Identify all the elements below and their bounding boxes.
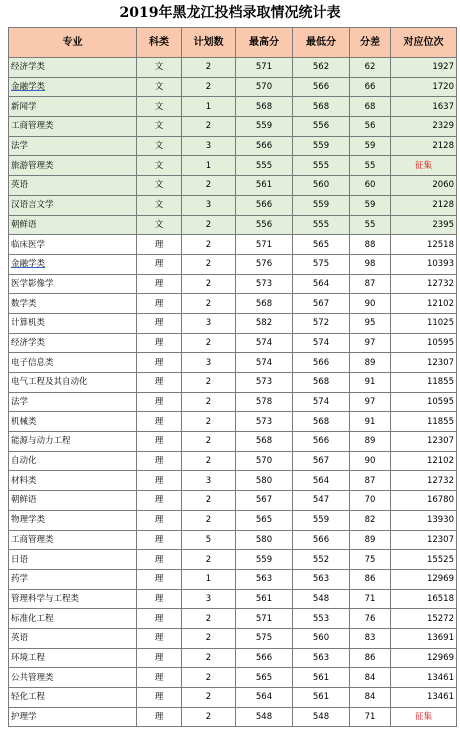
table-row xyxy=(9,668,457,688)
cell-score-diff: 90 xyxy=(350,451,391,471)
header-type: 科类 xyxy=(137,28,182,58)
cell-major: 计算机类 xyxy=(9,313,137,333)
cell-plan: 3 xyxy=(182,353,236,373)
cell-type: 文 xyxy=(137,117,182,137)
cell-type: 理 xyxy=(137,550,182,570)
cell-type: 文 xyxy=(137,195,182,215)
cell-min-score: 555 xyxy=(293,215,350,235)
cell-plan: 3 xyxy=(182,471,236,491)
cell-plan: 2 xyxy=(182,668,236,688)
cell-major: 电气工程及其自动化 xyxy=(9,373,137,393)
cell-min-score: 566 xyxy=(293,353,350,373)
table-body xyxy=(9,58,457,727)
cell-min-score: 564 xyxy=(293,274,350,294)
table-row xyxy=(9,195,457,215)
cell-major: 法学 xyxy=(9,392,137,412)
cell-major: 工商管理类 xyxy=(9,530,137,550)
table-row xyxy=(9,648,457,668)
cell-max-score: 566 xyxy=(236,648,293,668)
cell-major: 电子信息类 xyxy=(9,353,137,373)
cell-plan: 2 xyxy=(182,510,236,530)
header-major: 专业 xyxy=(9,28,137,58)
cell-major: 朝鲜语 xyxy=(9,215,137,235)
cell-rank: 2060 xyxy=(391,176,457,196)
cell-plan: 2 xyxy=(182,274,236,294)
cell-max-score: 570 xyxy=(236,77,293,97)
cell-score-diff: 71 xyxy=(350,707,391,727)
cell-max-score: 571 xyxy=(236,58,293,78)
cell-type: 文 xyxy=(137,176,182,196)
cell-score-diff: 87 xyxy=(350,471,391,491)
table-row xyxy=(9,589,457,609)
cell-major: 材料类 xyxy=(9,471,137,491)
cell-score-diff: 84 xyxy=(350,688,391,708)
cell-major: 标准化工程 xyxy=(9,609,137,629)
cell-rank: 1637 xyxy=(391,97,457,117)
cell-plan: 2 xyxy=(182,609,236,629)
cell-rank: 16780 xyxy=(391,491,457,511)
cell-type: 理 xyxy=(137,313,182,333)
header-diff: 分差 xyxy=(350,28,391,58)
table-row xyxy=(9,215,457,235)
cell-plan: 2 xyxy=(182,215,236,235)
cell-plan: 2 xyxy=(182,412,236,432)
cell-max-score: 574 xyxy=(236,353,293,373)
cell-type: 理 xyxy=(137,609,182,629)
cell-plan: 1 xyxy=(182,97,236,117)
cell-score-diff: 86 xyxy=(350,569,391,589)
cell-type: 理 xyxy=(137,274,182,294)
cell-min-score: 548 xyxy=(293,707,350,727)
cell-major: 临床医学 xyxy=(9,235,137,255)
table-row xyxy=(9,510,457,530)
cell-plan: 2 xyxy=(182,117,236,137)
table-row xyxy=(9,550,457,570)
cell-max-score: 555 xyxy=(236,156,293,176)
cell-rank: 12518 xyxy=(391,235,457,255)
table-row xyxy=(9,97,457,117)
cell-major: 英语 xyxy=(9,628,137,648)
table-row xyxy=(9,353,457,373)
table-row xyxy=(9,569,457,589)
cell-min-score: 572 xyxy=(293,313,350,333)
cell-min-score: 568 xyxy=(293,373,350,393)
cell-rank: 10595 xyxy=(391,333,457,353)
cell-rank: 12307 xyxy=(391,530,457,550)
cell-rank: 2395 xyxy=(391,215,457,235)
cell-plan: 3 xyxy=(182,589,236,609)
cell-score-diff: 89 xyxy=(350,530,391,550)
cell-rank: 11855 xyxy=(391,412,457,432)
cell-min-score: 567 xyxy=(293,451,350,471)
cell-max-score: 580 xyxy=(236,471,293,491)
cell-major: 护理学 xyxy=(9,707,137,727)
cell-score-diff: 76 xyxy=(350,609,391,629)
cell-max-score: 563 xyxy=(236,569,293,589)
header-plan: 计划数 xyxy=(182,28,236,58)
cell-min-score: 568 xyxy=(293,97,350,117)
cell-rank: 15525 xyxy=(391,550,457,570)
table-row xyxy=(9,294,457,314)
cell-max-score: 580 xyxy=(236,530,293,550)
cell-min-score: 562 xyxy=(293,58,350,78)
cell-type: 文 xyxy=(137,58,182,78)
cell-major: 法学 xyxy=(9,136,137,156)
cell-score-diff: 66 xyxy=(350,77,391,97)
cell-major: 药学 xyxy=(9,569,137,589)
cell-max-score: 559 xyxy=(236,117,293,137)
cell-type: 理 xyxy=(137,628,182,648)
cell-max-score: 573 xyxy=(236,412,293,432)
cell-rank: 2128 xyxy=(391,136,457,156)
cell-type: 理 xyxy=(137,510,182,530)
cell-max-score: 559 xyxy=(236,550,293,570)
cell-plan: 2 xyxy=(182,254,236,274)
cell-plan: 1 xyxy=(182,569,236,589)
cell-type: 理 xyxy=(137,471,182,491)
cell-major: 管理科学与工程类 xyxy=(9,589,137,609)
cell-score-diff: 84 xyxy=(350,668,391,688)
cell-rank: 11855 xyxy=(391,373,457,393)
cell-score-diff: 55 xyxy=(350,215,391,235)
cell-score-diff: 55 xyxy=(350,156,391,176)
table-row xyxy=(9,274,457,294)
cell-type: 理 xyxy=(137,530,182,550)
cell-major: 环境工程 xyxy=(9,648,137,668)
cell-score-diff: 88 xyxy=(350,235,391,255)
cell-score-diff: 87 xyxy=(350,274,391,294)
cell-rank: 13461 xyxy=(391,688,457,708)
cell-max-score: 566 xyxy=(236,136,293,156)
cell-type: 理 xyxy=(137,451,182,471)
cell-min-score: 563 xyxy=(293,569,350,589)
cell-plan: 2 xyxy=(182,392,236,412)
table-row xyxy=(9,254,457,274)
cell-type: 文 xyxy=(137,136,182,156)
cell-min-score: 563 xyxy=(293,648,350,668)
cell-plan: 2 xyxy=(182,333,236,353)
cell-rank: 11025 xyxy=(391,313,457,333)
cell-rank: 12307 xyxy=(391,353,457,373)
cell-score-diff: 89 xyxy=(350,432,391,452)
cell-max-score: 570 xyxy=(236,451,293,471)
cell-score-diff: 70 xyxy=(350,491,391,511)
cell-plan: 2 xyxy=(182,235,236,255)
table-row xyxy=(9,609,457,629)
cell-major: 物理学类 xyxy=(9,510,137,530)
cell-min-score: 559 xyxy=(293,136,350,156)
cell-max-score: 573 xyxy=(236,373,293,393)
cell-max-score: 567 xyxy=(236,491,293,511)
table-row xyxy=(9,628,457,648)
cell-type: 理 xyxy=(137,373,182,393)
cell-max-score: 561 xyxy=(236,176,293,196)
header-min: 最低分 xyxy=(293,28,350,58)
cell-rank: 2128 xyxy=(391,195,457,215)
cell-plan: 2 xyxy=(182,58,236,78)
table-row xyxy=(9,77,457,97)
cell-max-score: 573 xyxy=(236,274,293,294)
cell-plan: 3 xyxy=(182,195,236,215)
table-row xyxy=(9,136,457,156)
table-row xyxy=(9,117,457,137)
cell-major: 英语 xyxy=(9,176,137,196)
cell-major: 自动化 xyxy=(9,451,137,471)
cell-min-score: 556 xyxy=(293,117,350,137)
cell-score-diff: 97 xyxy=(350,392,391,412)
cell-type: 理 xyxy=(137,707,182,727)
cell-rank: 15272 xyxy=(391,609,457,629)
page-title: 2019年黑龙江投档录取情况统计表 xyxy=(119,5,341,21)
cell-max-score: 576 xyxy=(236,254,293,274)
cell-major: 金融学类 xyxy=(9,77,137,97)
cell-major: 轻化工程 xyxy=(9,688,137,708)
cell-rank: 13461 xyxy=(391,668,457,688)
cell-plan: 2 xyxy=(182,491,236,511)
cell-plan: 2 xyxy=(182,451,236,471)
table-row xyxy=(9,688,457,708)
cell-type: 理 xyxy=(137,688,182,708)
cell-max-score: 556 xyxy=(236,215,293,235)
cell-score-diff: 68 xyxy=(350,97,391,117)
cell-rank: 征集 xyxy=(391,707,457,727)
cell-max-score: 571 xyxy=(236,609,293,629)
cell-type: 理 xyxy=(137,432,182,452)
cell-score-diff: 89 xyxy=(350,353,391,373)
cell-type: 理 xyxy=(137,491,182,511)
table-row xyxy=(9,432,457,452)
cell-major: 金融学类 xyxy=(9,254,137,274)
cell-plan: 2 xyxy=(182,432,236,452)
cell-plan: 2 xyxy=(182,628,236,648)
cell-type: 文 xyxy=(137,77,182,97)
cell-type: 文 xyxy=(137,215,182,235)
cell-score-diff: 60 xyxy=(350,176,391,196)
table-row xyxy=(9,451,457,471)
cell-max-score: 568 xyxy=(236,432,293,452)
cell-score-diff: 98 xyxy=(350,254,391,274)
table-row xyxy=(9,313,457,333)
cell-min-score: 566 xyxy=(293,77,350,97)
cell-score-diff: 75 xyxy=(350,550,391,570)
cell-major: 旅游管理类 xyxy=(9,156,137,176)
cell-score-diff: 71 xyxy=(350,589,391,609)
cell-type: 理 xyxy=(137,412,182,432)
cell-min-score: 568 xyxy=(293,412,350,432)
table-row xyxy=(9,333,457,353)
cell-min-score: 548 xyxy=(293,589,350,609)
cell-rank: 12969 xyxy=(391,648,457,668)
cell-plan: 2 xyxy=(182,294,236,314)
admission-table xyxy=(8,27,457,727)
cell-max-score: 568 xyxy=(236,294,293,314)
cell-score-diff: 90 xyxy=(350,294,391,314)
cell-min-score: 566 xyxy=(293,432,350,452)
cell-rank: 12307 xyxy=(391,432,457,452)
cell-min-score: 560 xyxy=(293,628,350,648)
table-row xyxy=(9,707,457,727)
table-row xyxy=(9,176,457,196)
header-rank: 对应位次 xyxy=(391,28,457,58)
cell-min-score: 575 xyxy=(293,254,350,274)
cell-score-diff: 97 xyxy=(350,333,391,353)
cell-score-diff: 91 xyxy=(350,412,391,432)
table-row xyxy=(9,491,457,511)
cell-max-score: 566 xyxy=(236,195,293,215)
cell-rank: 2329 xyxy=(391,117,457,137)
cell-type: 理 xyxy=(137,254,182,274)
cell-score-diff: 59 xyxy=(350,195,391,215)
cell-score-diff: 82 xyxy=(350,510,391,530)
cell-rank: 12102 xyxy=(391,451,457,471)
cell-rank: 征集 xyxy=(391,156,457,176)
cell-major: 能源与动力工程 xyxy=(9,432,137,452)
cell-max-score: 561 xyxy=(236,589,293,609)
cell-plan: 5 xyxy=(182,530,236,550)
table-row xyxy=(9,58,457,78)
cell-max-score: 578 xyxy=(236,392,293,412)
cell-plan: 3 xyxy=(182,313,236,333)
cell-min-score: 564 xyxy=(293,471,350,491)
cell-type: 理 xyxy=(137,333,182,353)
cell-major: 经济学类 xyxy=(9,58,137,78)
cell-type: 理 xyxy=(137,392,182,412)
cell-rank: 10393 xyxy=(391,254,457,274)
table-row xyxy=(9,412,457,432)
cell-plan: 2 xyxy=(182,176,236,196)
cell-major: 机械类 xyxy=(9,412,137,432)
cell-rank: 12732 xyxy=(391,274,457,294)
cell-rank: 12969 xyxy=(391,569,457,589)
table-row xyxy=(9,235,457,255)
cell-major: 汉语言文学 xyxy=(9,195,137,215)
cell-rank: 13691 xyxy=(391,628,457,648)
table-row xyxy=(9,471,457,491)
cell-max-score: 582 xyxy=(236,313,293,333)
cell-type: 文 xyxy=(137,97,182,117)
cell-min-score: 565 xyxy=(293,235,350,255)
cell-rank: 12732 xyxy=(391,471,457,491)
cell-min-score: 552 xyxy=(293,550,350,570)
cell-min-score: 561 xyxy=(293,668,350,688)
cell-major: 经济学类 xyxy=(9,333,137,353)
cell-plan: 2 xyxy=(182,648,236,668)
cell-plan: 1 xyxy=(182,156,236,176)
cell-max-score: 575 xyxy=(236,628,293,648)
cell-rank: 12102 xyxy=(391,294,457,314)
cell-min-score: 547 xyxy=(293,491,350,511)
cell-plan: 2 xyxy=(182,688,236,708)
table-row xyxy=(9,392,457,412)
cell-score-diff: 59 xyxy=(350,136,391,156)
cell-plan: 2 xyxy=(182,550,236,570)
cell-plan: 2 xyxy=(182,707,236,727)
cell-rank: 13930 xyxy=(391,510,457,530)
header-row xyxy=(9,28,457,58)
cell-type: 理 xyxy=(137,668,182,688)
cell-type: 理 xyxy=(137,589,182,609)
cell-min-score: 560 xyxy=(293,176,350,196)
cell-max-score: 548 xyxy=(236,707,293,727)
cell-max-score: 564 xyxy=(236,688,293,708)
cell-major: 日语 xyxy=(9,550,137,570)
cell-plan: 2 xyxy=(182,77,236,97)
cell-rank: 1927 xyxy=(391,58,457,78)
table-row xyxy=(9,530,457,550)
table-row xyxy=(9,156,457,176)
cell-plan: 2 xyxy=(182,373,236,393)
cell-min-score: 553 xyxy=(293,609,350,629)
cell-type: 理 xyxy=(137,353,182,373)
cell-score-diff: 62 xyxy=(350,58,391,78)
cell-rank: 1720 xyxy=(391,77,457,97)
cell-major: 朝鲜语 xyxy=(9,491,137,511)
cell-max-score: 565 xyxy=(236,510,293,530)
cell-min-score: 561 xyxy=(293,688,350,708)
cell-max-score: 571 xyxy=(236,235,293,255)
cell-type: 理 xyxy=(137,569,182,589)
cell-major: 数学类 xyxy=(9,294,137,314)
cell-major: 公共管理类 xyxy=(9,668,137,688)
cell-max-score: 574 xyxy=(236,333,293,353)
cell-score-diff: 91 xyxy=(350,373,391,393)
cell-min-score: 567 xyxy=(293,294,350,314)
cell-rank: 16518 xyxy=(391,589,457,609)
cell-type: 文 xyxy=(137,156,182,176)
cell-type: 理 xyxy=(137,648,182,668)
cell-max-score: 565 xyxy=(236,668,293,688)
cell-min-score: 555 xyxy=(293,156,350,176)
cell-score-diff: 95 xyxy=(350,313,391,333)
table-row xyxy=(9,373,457,393)
header-max: 最高分 xyxy=(236,28,293,58)
cell-type: 理 xyxy=(137,235,182,255)
cell-min-score: 574 xyxy=(293,392,350,412)
cell-type: 理 xyxy=(137,294,182,314)
cell-min-score: 574 xyxy=(293,333,350,353)
cell-plan: 3 xyxy=(182,136,236,156)
cell-score-diff: 86 xyxy=(350,648,391,668)
cell-major: 工商管理类 xyxy=(9,117,137,137)
cell-min-score: 559 xyxy=(293,510,350,530)
cell-rank: 10595 xyxy=(391,392,457,412)
cell-max-score: 568 xyxy=(236,97,293,117)
cell-score-diff: 56 xyxy=(350,117,391,137)
cell-min-score: 559 xyxy=(293,195,350,215)
cell-min-score: 566 xyxy=(293,530,350,550)
cell-score-diff: 83 xyxy=(350,628,391,648)
cell-major: 医学影像学 xyxy=(9,274,137,294)
cell-major: 新闻学 xyxy=(9,97,137,117)
